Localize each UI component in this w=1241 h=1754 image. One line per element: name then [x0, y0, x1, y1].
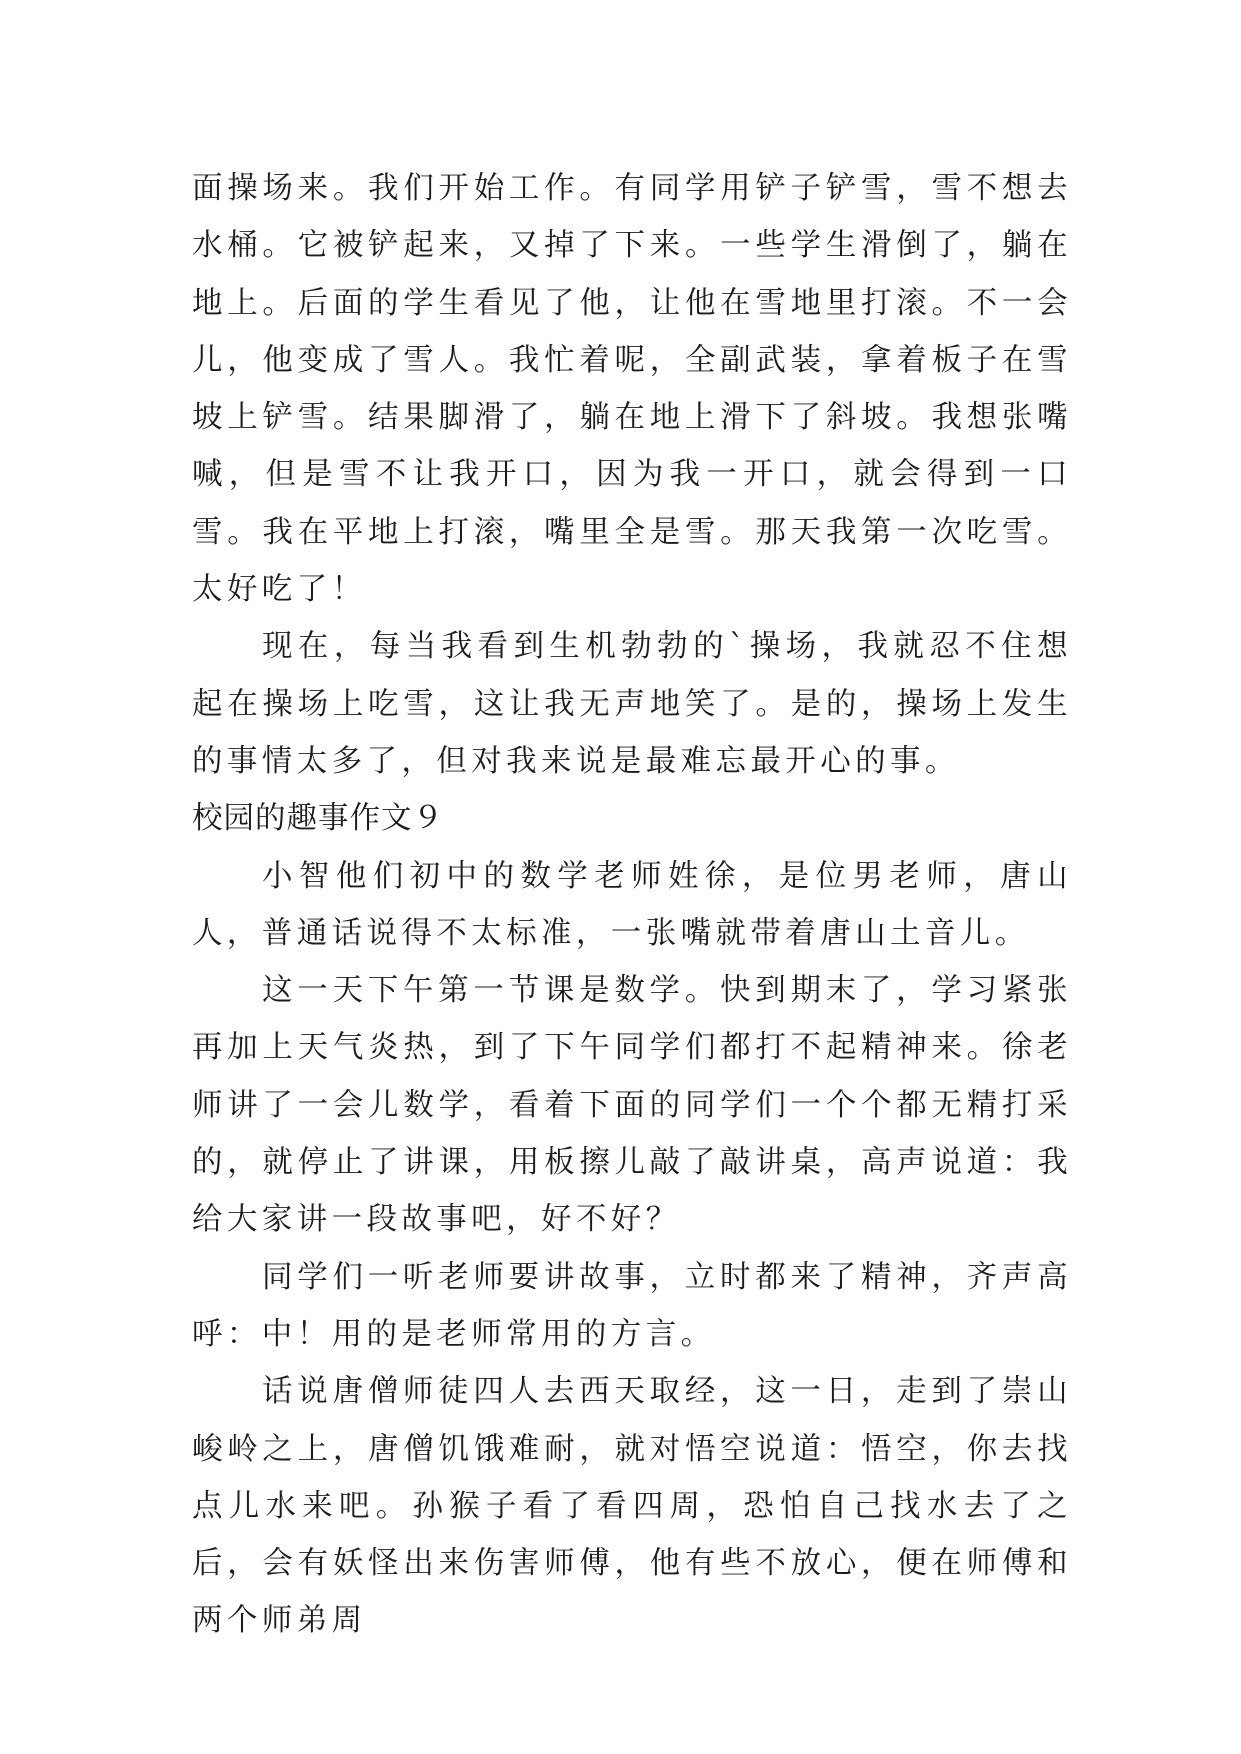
paragraph-snow-story: 面操场来。我们开始工作。有同学用铲子铲雪，雪不想去水桶。它被铲起来，又掉了下来。一些学生滑倒了，躺在地上。后面的学生看见了他，让他在雪地里打滚。不一会儿，他变成了雪人。我忙着呢，全副武装，拿着板子在雪坡上铲雪。结果脚滑了，躺在地上滑下了斜坡。我想张嘴喊，但是雪不让我开口，因为我一开口，就会得到一口雪。我在平地上打滚，嘴里全是雪。那天我第一次吃雪。太好吃了！	[192, 171, 1072, 608]
paragraph-journey-story: 话说唐僧师徒四人去西天取经，这一日，走到了崇山峻岭之上，唐僧饥饿难耐，就对悟空说道：悟空，你去找点儿水来吧。孙猴子看了看四周，恐怕自己找水去了之后，会有妖怪出来伤害师傅，他有些不放心，便在师傅和两个师弟周	[192, 1374, 1072, 1639]
section-title: 校园的趣事作文９	[192, 801, 444, 837]
paragraph-memory: 现在，每当我看到生机勃勃的`操场，我就忍不住想起在操场上吃雪，这让我无声地笑了。是的，操场上发生的事情太多了，但对我来说是最难忘最开心的事。	[192, 629, 1072, 779]
paragraph-students-reply: 同学们一听老师要讲故事，立时都来了精神，齐声高呼：中！用的是老师常用的方言。	[192, 1259, 1072, 1352]
paragraph-math-class: 这一天下午第一节课是数学。快到期末了，学习紧张再加上天气炎热，到了下午同学们都打不起精神来。徐老师讲了一会儿数学，看着下面的同学们一个个都无精打采的，就停止了讲课，用板擦儿敲了敲讲桌，高声说道：我给大家讲一段故事吧，好不好？	[192, 973, 1072, 1238]
paragraph-teacher-intro: 小智他们初中的数学老师姓徐，是位男老师，唐山人，普通话说得不太标准，一张嘴就带着唐山土音儿。	[192, 858, 1072, 951]
document-page	[192, 160, 1072, 1650]
